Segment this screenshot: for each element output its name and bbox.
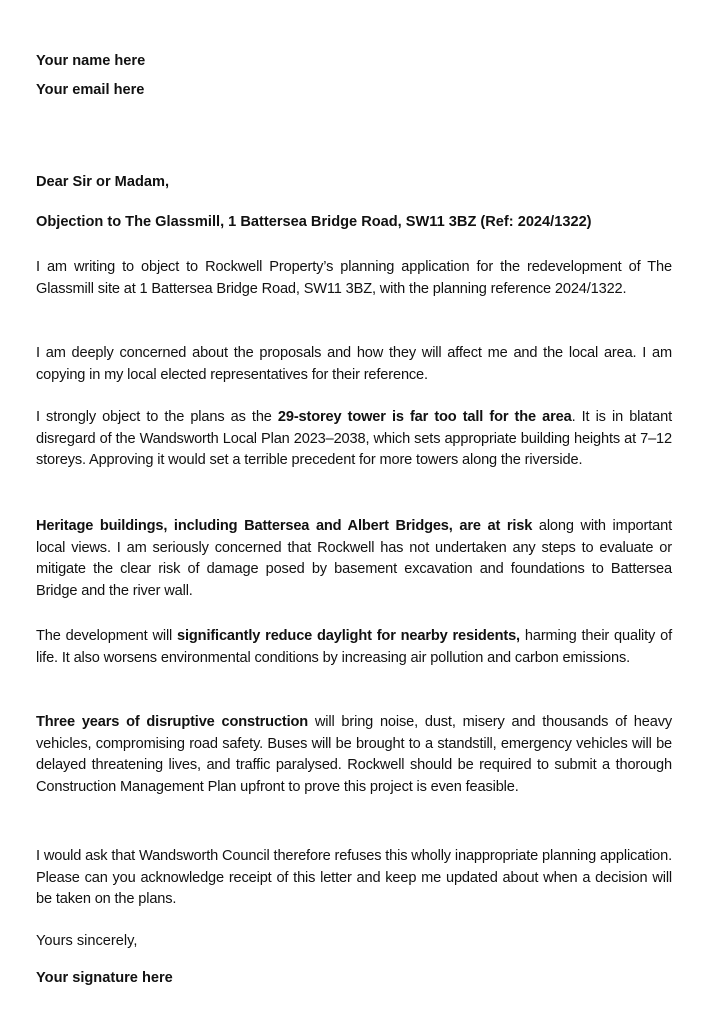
paragraph-height: [36, 407, 672, 472]
body-text: . It is in blatant disregard of the Wandsworth Local Plan 2023–2038, which sets appropriate building heights at 7–12 storeys. Approving it would set a terrible precedent for more towers along the riverside.: [36, 409, 672, 469]
body-text: I am writing to object to Rockwell Property’s planning application for the redevelopment of The Glassmill site at 1 Battersea Bridge Road, SW11 3BZ, with the planning reference 2024/1322.: [36, 259, 672, 297]
closing: Yours sincerely,: [36, 933, 138, 949]
emphasis-text: 29-storey tower is far too tall for the area: [277, 409, 572, 425]
signature: Your signature here: [36, 970, 173, 986]
paragraph-request: [36, 846, 672, 911]
body-text: The development will: [36, 628, 178, 644]
emphasis-text: Three years of disruptive construction: [36, 714, 309, 730]
paragraph-intro: [36, 257, 672, 300]
body-text: will bring noise, dust, misery and thousands of heavy vehicles, compromising road safety. Buses will be brought to a standstill, emergency vehicles will be delayed threatening lives, and traffic paralysed. Rockwell should be required to submit a thorough Construction Management Plan upfront to prove this project is even feasible.: [36, 714, 673, 795]
sender-name: Your name here: [36, 53, 146, 69]
emphasis-text: significantly reduce daylight for nearby residents,: [177, 628, 520, 644]
body-text: I am deeply concerned about the proposals and how they will affect me and the local area. I am copying in my local elected representatives for their reference.: [36, 345, 672, 383]
paragraph-construction: [36, 712, 672, 798]
body-text: along with important local views. I am seriously concerned that Rockwell has not undertaken any steps to evaluate or mitigate the clear risk of damage posed by basement excavation and foundations to Battersea Bridge and the river wall.: [36, 518, 672, 599]
body-text: harming their quality of life. It also worsens environmental conditions by increasing air pollution and carbon emissions.: [36, 628, 672, 666]
letter-subject: Objection to The Glassmill, 1 Battersea Bridge Road, SW11 3BZ (Ref: 2024/1322): [36, 214, 592, 230]
body-text: I would ask that Wandsworth Council therefore refuses this wholly inappropriate planning application. Please can you acknowledge receipt of this letter and keep me updated about when a decision will be taken on the plans.: [36, 848, 672, 908]
paragraph-daylight: [36, 626, 672, 669]
salutation: Dear Sir or Madam,: [36, 174, 170, 190]
body-text: I strongly object to the plans as the: [36, 409, 278, 425]
paragraph-heritage: [36, 516, 672, 602]
emphasis-text: Heritage buildings, including Battersea and Albert Bridges, are at risk: [36, 518, 533, 534]
paragraph-concern: [36, 343, 672, 386]
sender-email: Your email here: [36, 82, 145, 98]
